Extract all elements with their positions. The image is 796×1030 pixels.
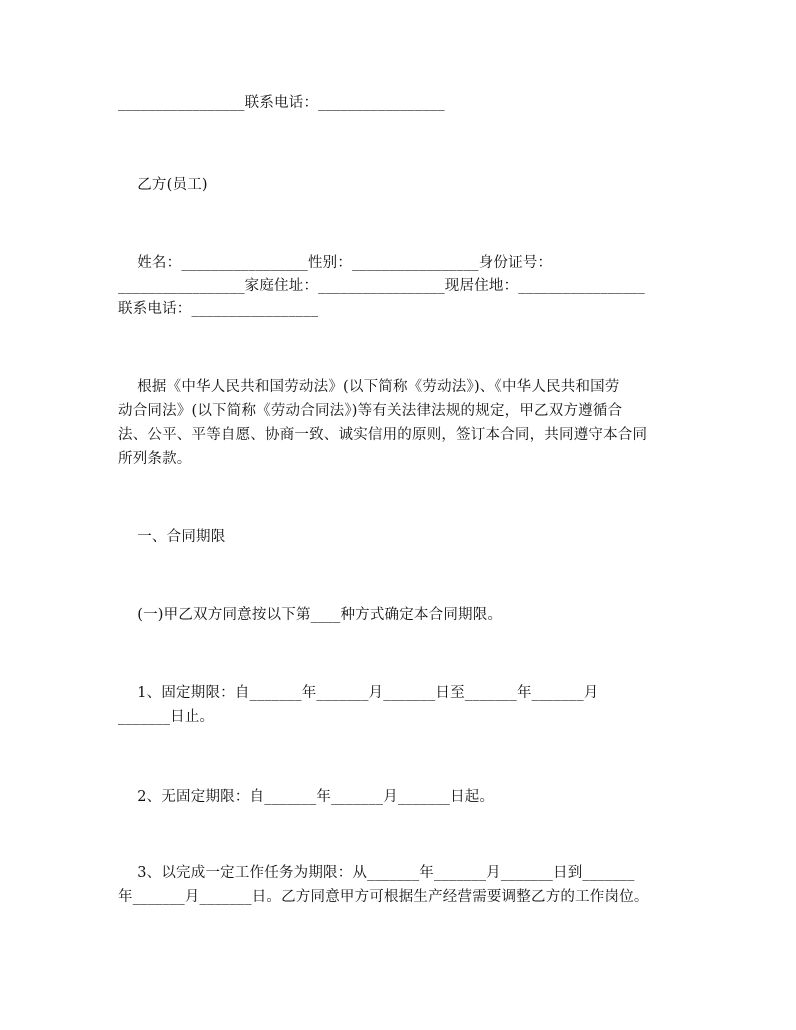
open-ended-term-line: 2、无固定期限：自_______年_______月_______日起。: [118, 789, 495, 805]
preamble-line-2: 动合同法》(以下简称《劳动合同法》)等有关法律法规的规定，甲乙双方遵循合: [118, 403, 623, 419]
party-a-contact-line: _________________联系电话：_________________: [118, 95, 445, 111]
term-method-clause: (一)甲乙双方同意按以下第____种方式确定本合同期限。: [118, 607, 503, 623]
section-contract-term-heading: 一、合同期限: [118, 529, 226, 545]
task-based-term-line-1: 3、以完成一定工作任务为期限：从_______年_______月_______日到_______: [118, 865, 635, 881]
preamble-line-1: 根据《中华人民共和国劳动法》(以下简称《劳动法》)、《中华人民共和国劳: [118, 379, 620, 395]
party-b-contact-line: 联系电话：_________________: [118, 301, 319, 317]
party-b-name-gender-id-line: 姓名：_________________性别：_________________身份证号：: [118, 255, 553, 271]
party-b-heading: 乙方(员工): [118, 177, 208, 193]
preamble-line-3: 法、公平、平等自愿、协商一致、诚实信用的原则，签订本合同，共同遵守本合同: [118, 427, 648, 443]
fixed-term-line-1: 1、固定期限：自_______年_______月_______日至_______年_______月: [118, 685, 599, 701]
task-based-term-line-2: 年_______月_______日。乙方同意甲方可根据生产经营需要调整乙方的工作岗位。: [118, 889, 649, 905]
party-b-address-line: _________________家庭住址：_________________现居住地：_________________: [118, 278, 645, 294]
preamble-line-4: 所列条款。: [118, 451, 192, 467]
fixed-term-line-2: _______日止。: [118, 709, 215, 725]
